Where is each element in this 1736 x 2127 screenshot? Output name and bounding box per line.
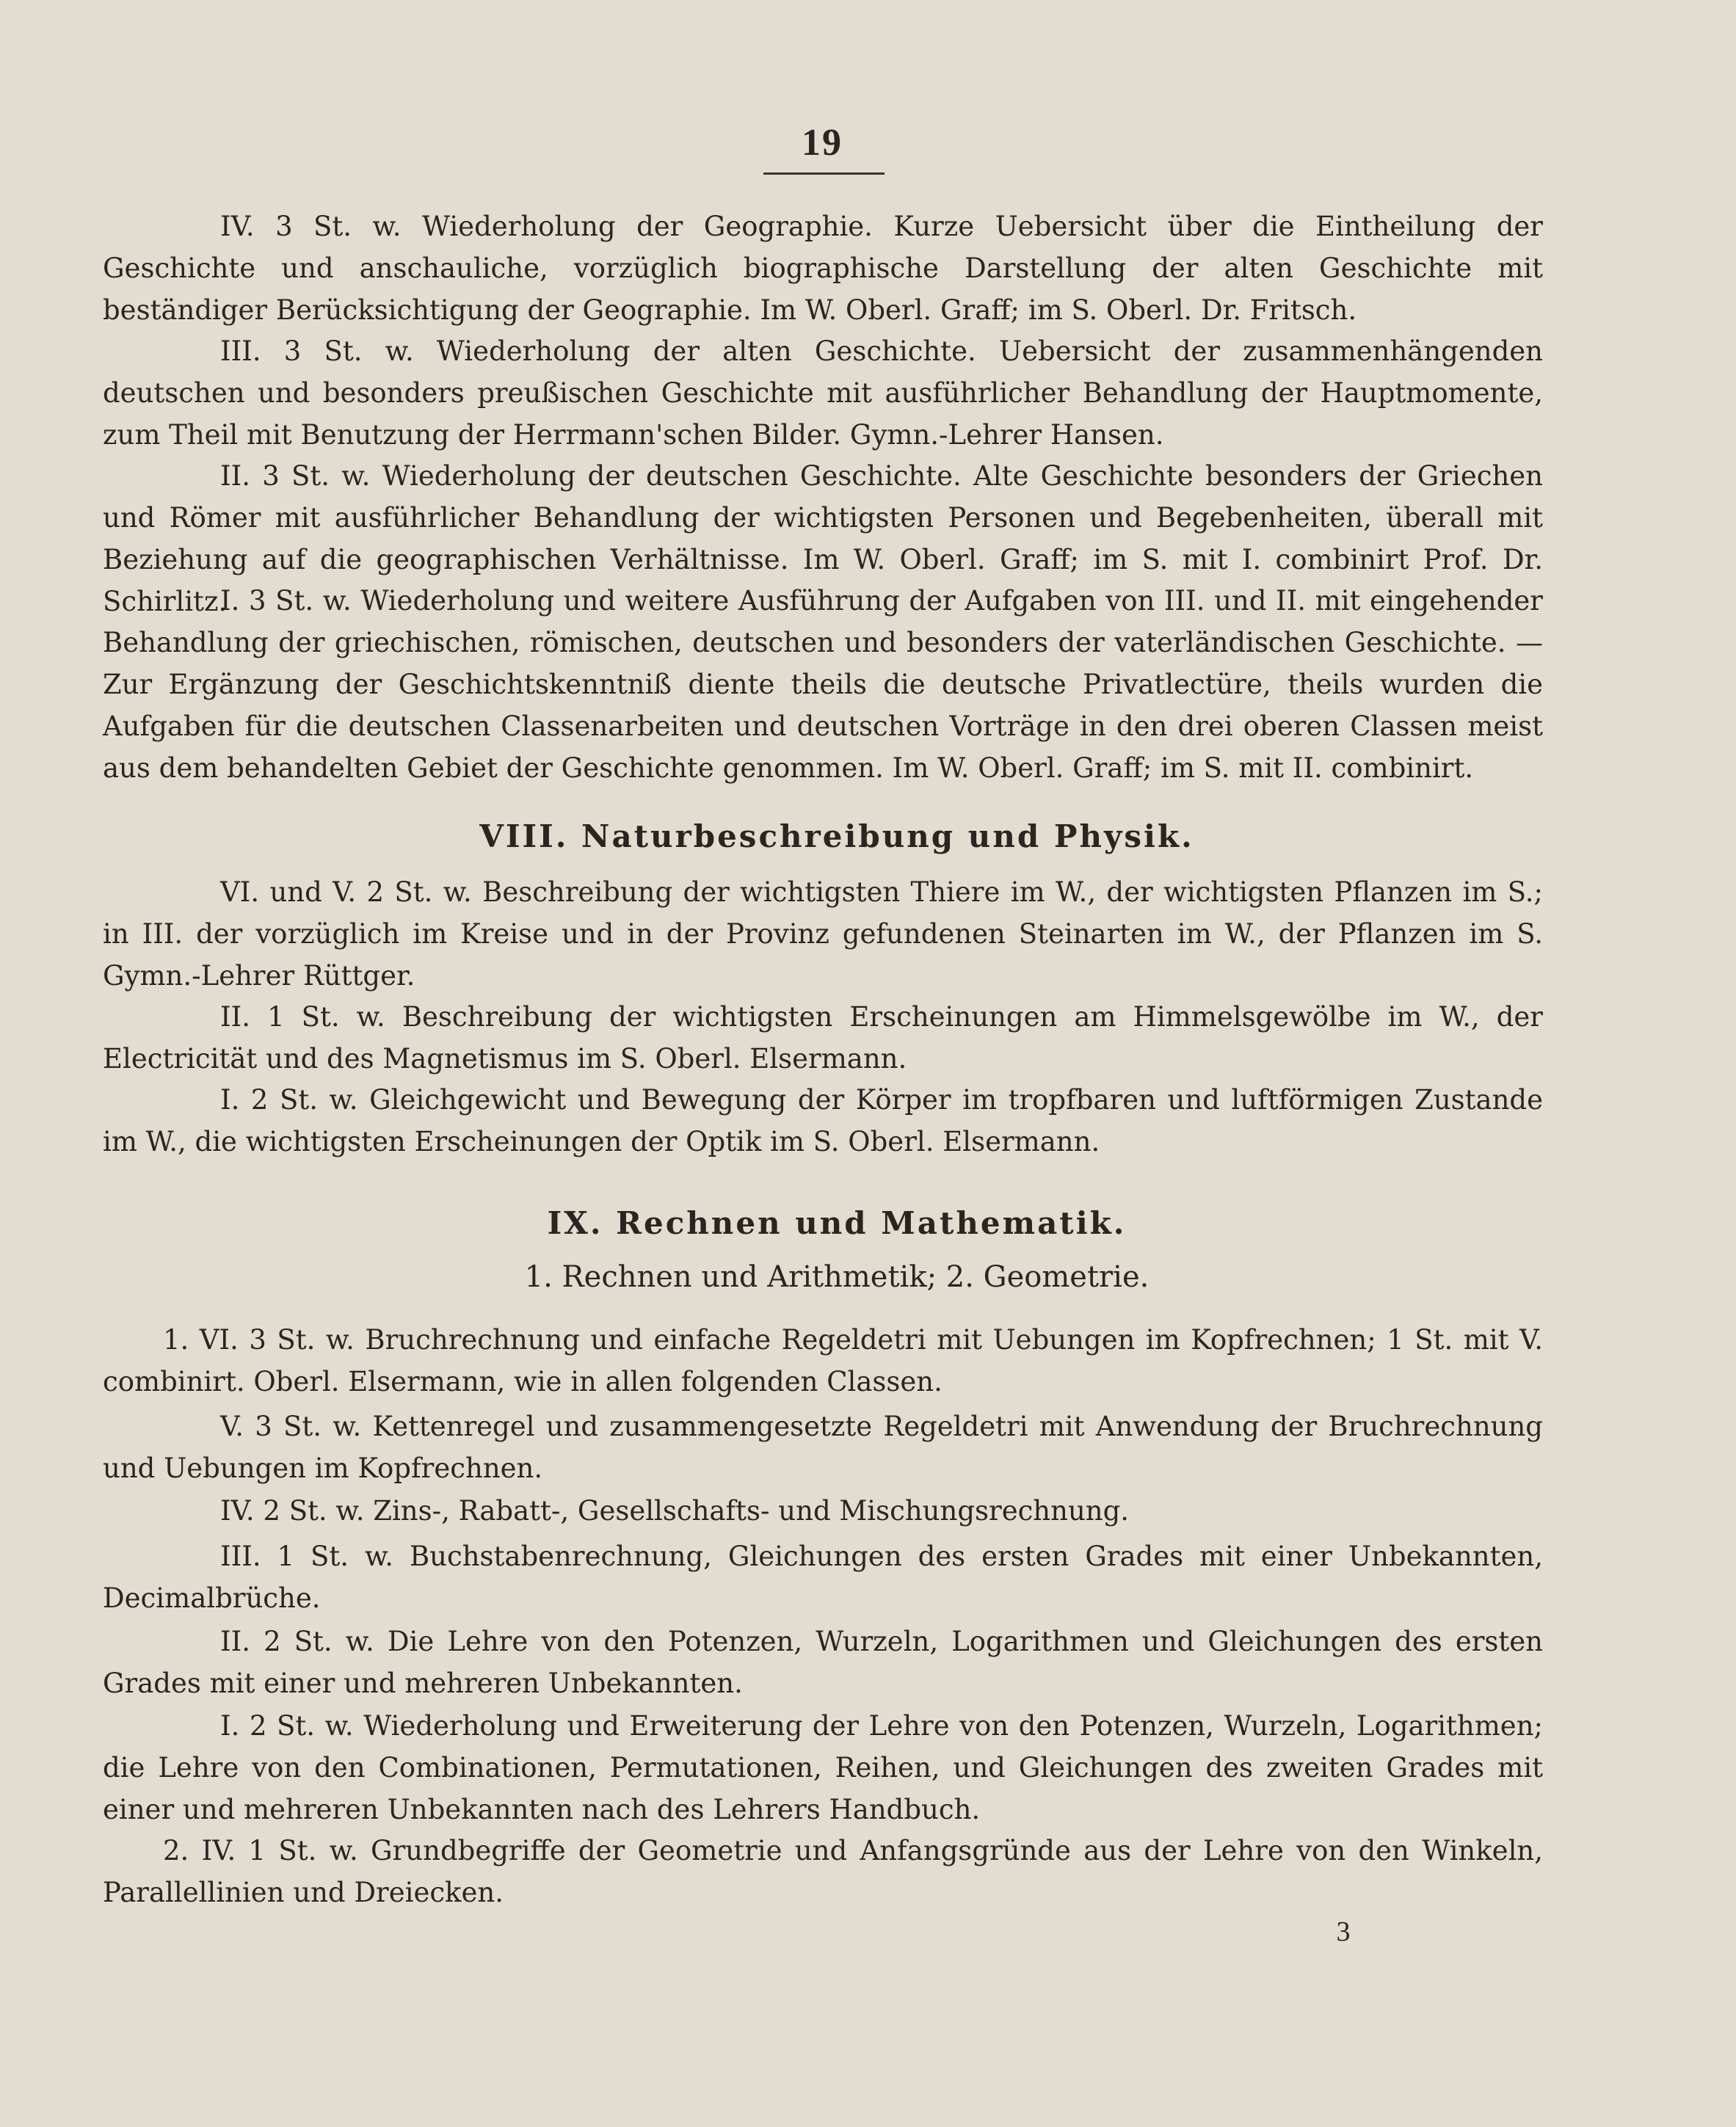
history-paragraph-iv: IV. 3 St. w. Wiederholung der Geographie. Kurze Uebersicht über die Eintheilung der Geschichte und anschauliche, vorzüglich biographische Darstellung der alten Geschichte mit beständiger Berücksichtigung der Geographie. Im W. Oberl. Graff; im S. Oberl. Dr. Fritsch. [103, 211, 1543, 326]
math-paragraph-i: I. 2 St. w. Wiederholung und Erweiterung der Lehre von den Potenzen, Wurzeln, Logarithmen; die Lehre von den Combinationen, Permutationen, Reihen, und Gleichungen des zweiten Grades mit einer und mehreren Unbekannten nach des Lehrers Handbuch. [103, 1710, 1543, 1825]
history-paragraph-iii: III. 3 St. w. Wiederholung der alten Geschichte. Uebersicht der zusammenhängenden deutschen und besonders preußischen Geschichte mit ausführlicher Behandlung der Hauptmomente, zum Theil mit Benutzung der Herrmann'schen Bilder. Gymn.-Lehrer Hansen. [103, 335, 1543, 451]
math-paragraph-ii: II. 2 St. w. Die Lehre von den Potenzen, Wurzeln, Logarithmen und Gleichungen des ersten Grades mit einer und mehreren Unbekannten. [103, 1626, 1543, 1699]
math-paragraph-iv: IV. 2 St. w. Zins-, Rabatt-, Gesellschafts- und Mischungsrechnung. [220, 1495, 1130, 1527]
physics-paragraph-vi-v: VI. und V. 2 St. w. Beschreibung der wichtigsten Thiere im W., der wichtigsten Pflanzen im S.; in III. der vorzüglich im Kreise und in der Provinz gefundenen Steinarten im W., der Pflanzen im S. Gymn.-Lehrer Rüttger. [103, 876, 1543, 992]
section-ix-heading: IX. Rechnen und Mathematik. [547, 1205, 1127, 1241]
physics-paragraph-i: I. 2 St. w. Gleichgewicht und Bewegung der Körper im tropfbaren und luftförmigen Zustande im W., die wichtigsten Erscheinungen der Optik im S. Oberl. Elsermann. [103, 1084, 1543, 1157]
math-paragraph-2-iv: 2. IV. 1 St. w. Grundbegriffe der Geometrie und Anfangsgründe aus der Lehre von den Winkeln, Parallellinien und Dreiecken. [103, 1835, 1543, 1908]
page-number-rule [763, 172, 885, 175]
physics-paragraph-ii: II. 1 St. w. Beschreibung der wichtigsten Erscheinungen am Himmelsgewölbe im W., der Electricität und des Magnetismus im S. Oberl. Elsermann. [103, 1001, 1543, 1075]
math-paragraph-iii: III. 1 St. w. Buchstabenrechnung, Gleichungen des ersten Grades mit einer Unbekannten, Decimalbrüche. [103, 1541, 1543, 1614]
section-ix-subheading: 1. Rechnen und Arithmetik; 2. Geometrie. [524, 1260, 1150, 1294]
signature-mark: 3 [1336, 1916, 1351, 1947]
math-paragraph-1-vi: 1. VI. 3 St. w. Bruchrechnung und einfache Regeldetri mit Uebungen im Kopfrechnen; 1 St. mit V. combinirt. Oberl. Elsermann, wie in allen folgenden Classen. [103, 1324, 1543, 1397]
math-paragraph-v: V. 3 St. w. Kettenregel und zusammengesetzte Regeldetri mit Anwendung der Bruchrechnung und Uebungen im Kopfrechnen. [103, 1411, 1543, 1484]
page-number: 19 [802, 122, 843, 164]
history-paragraph-i: I. 3 St. w. Wiederholung und weitere Ausführung der Aufgaben von III. und II. mit eingehender Behandlung der griechischen, römischen, deutschen und besonders der vaterländischen Geschichte. — Zur Ergänzung der Geschichtskenntniß diente theils die deutsche Privatlectüre, theils wurden die Aufgaben für die deutschen Classenarbeiten und deutschen Vorträge in den drei oberen Classen meist aus dem behandelten Gebiet der Geschichte genommen. Im W. Oberl. Graff; im S. mit II. combinirt. [103, 585, 1543, 784]
section-viii-heading: VIII. Naturbeschreibung und Physik. [479, 818, 1194, 854]
history-paragraph-ii: II. 3 St. w. Wiederholung der deutschen Geschichte. Alte Geschichte besonders der Griechen und Römer mit ausführlicher Behandlung der wichtigsten Personen und Begebenheiten, überall mit Beziehung auf die geographischen Verhältnisse. Im W. Oberl. Graff; im S. mit I. combinirt Prof. Dr. Schirlitz. [103, 460, 1543, 617]
